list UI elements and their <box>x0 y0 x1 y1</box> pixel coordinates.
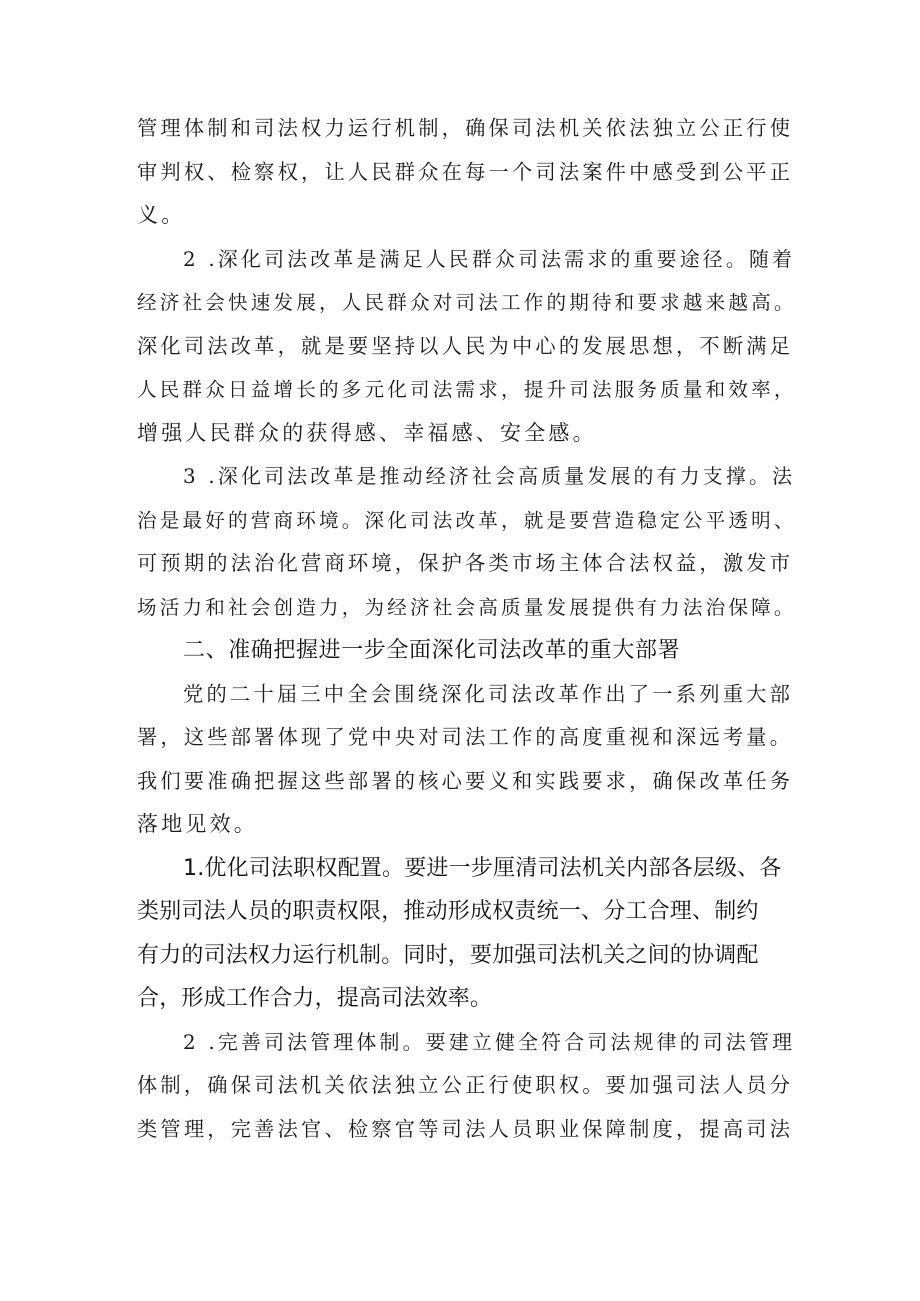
text-line: 场活力和社会创造力，为经济社会高质量发展提供有力法治保障。 <box>137 595 797 619</box>
text-line: 1.优化司法职权配置。要进一步厘清司法机关内部各层级、各 <box>183 855 782 881</box>
text-line: 增强人民群众的获得感、幸福感、安全感。 <box>137 420 597 445</box>
text-line: 2 .深化司法改革是满足人民群众司法需求的重要途径。随着 <box>183 247 796 271</box>
paragraph-point-3 <box>137 455 797 629</box>
paragraph-item-2 <box>137 1021 797 1152</box>
text-line: 类别司法人员的职责权限，推动形成权责统一、分工合理、制约 <box>137 899 759 924</box>
text-line: 可预期的法治化营商环境，保护各类市场主体合法权益，激发市 <box>137 551 794 575</box>
text-line: 落地见效。 <box>137 812 258 836</box>
text-line: 管理体制和司法权力运行机制，确保司法机关依法独立公正行使 <box>137 116 794 140</box>
text-line: 我们要准确把握这些部署的核心要义和实践要求，确保改革任务 <box>137 768 794 793</box>
text-line: 经济社会快速发展，人民群众对司法工作的期待和要求越来越高。 <box>137 291 797 314</box>
text-line: 署，这些部署体现了党中央对司法工作的高度重视和深远考量。 <box>137 725 794 749</box>
paragraph-point-2 <box>137 238 797 456</box>
section-heading: 二、准确把握进一步全面深化司法改革的重大部署 <box>183 638 681 663</box>
paragraph-continuation <box>137 107 797 238</box>
text-line: 深化司法改革，就是要坚持以人民为中心的发展思想，不断满足 <box>137 333 794 358</box>
text-line: 义。 <box>137 203 186 227</box>
text-line: 有力的司法权力运行机制。同时，要加强司法机关之间的协调配 <box>137 942 759 968</box>
document-body <box>137 107 797 1151</box>
text-line: 治是最好的营商环境。深化司法改革，就是要营造稳定公平透明、 <box>137 508 797 532</box>
text-line: 体制，确保司法机关依法独立公正行使职权。要加强司法人员分 <box>137 1073 794 1097</box>
text-line: 人民群众日益增长的多元化司法需求，提升司法服务质量和效率， <box>137 378 797 401</box>
text-line: 类管理，完善法官、检察官等司法人员职业保障制度，提高司法 <box>137 1116 794 1141</box>
paragraph-item-1 <box>137 847 797 1021</box>
text-line: 审判权、检察权，让人民群众在每一个司法案件中感受到公平正 <box>137 159 794 184</box>
text-line: 党的二十届三中全会围绕深化司法改革作出了一系列重大部 <box>183 681 794 706</box>
paragraph-section-intro <box>137 673 797 847</box>
text-line: 2 .完善司法管理体制。要建立健全符合司法规律的司法管理 <box>183 1030 796 1054</box>
text-line: 合，形成工作合力，提高司法效率。 <box>137 986 493 1011</box>
text-line: 3 .深化司法改革是推动经济社会高质量发展的有力支撑。法 <box>183 465 796 488</box>
